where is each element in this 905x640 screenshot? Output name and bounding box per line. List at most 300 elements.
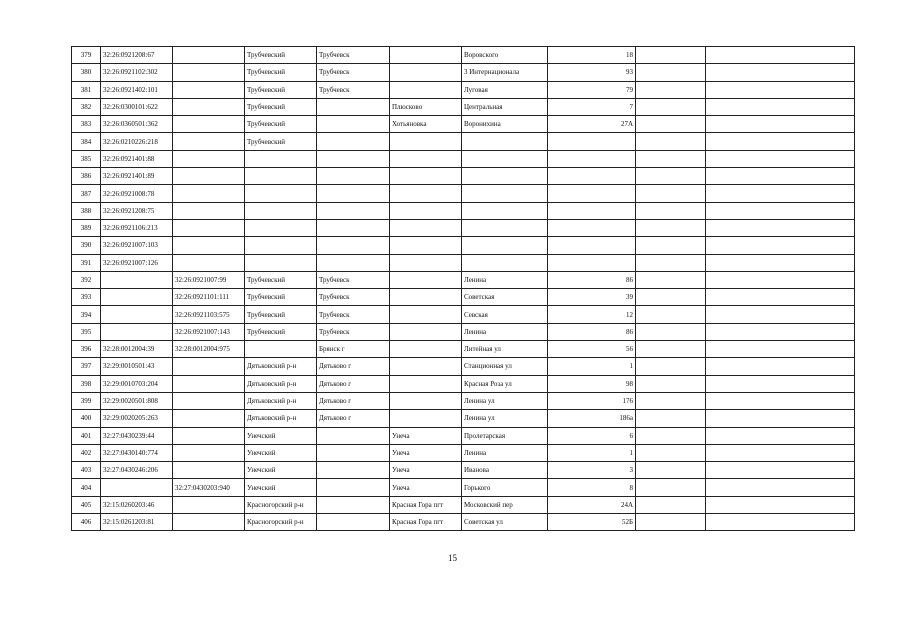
cadastral-number-cell: 32:29:0010703:204: [101, 375, 173, 392]
extra-1-cell: [636, 392, 706, 409]
district-cell: [245, 202, 317, 219]
house-cell: [548, 150, 636, 167]
cadastral-number-2-cell: [173, 237, 245, 254]
extra-2-cell: [706, 375, 855, 392]
street-cell: [462, 185, 548, 202]
row-number-cell: 388: [72, 202, 101, 219]
district-cell: Унечский: [245, 462, 317, 479]
city-cell: [317, 98, 390, 115]
house-cell: 39: [548, 289, 636, 306]
extra-2-cell: [706, 254, 855, 271]
extra-1-cell: [636, 98, 706, 115]
city-cell: [317, 462, 390, 479]
row-number-cell: 381: [72, 81, 101, 98]
street-cell: [462, 237, 548, 254]
street-cell: Советская: [462, 289, 548, 306]
extra-2-cell: [706, 185, 855, 202]
extra-1-cell: [636, 116, 706, 133]
cadastral-number-cell: 32:26:0921402:101: [101, 81, 173, 98]
city-cell: Дятьково г: [317, 375, 390, 392]
row-number-cell: 394: [72, 306, 101, 323]
house-cell: 86: [548, 323, 636, 340]
street-cell: Ленина ул: [462, 410, 548, 427]
street-cell: Иванова: [462, 462, 548, 479]
cadastral-number-2-cell: [173, 427, 245, 444]
extra-2-cell: [706, 358, 855, 375]
district-cell: [245, 185, 317, 202]
extra-2-cell: [706, 202, 855, 219]
district-cell: Дятьковский р-н: [245, 375, 317, 392]
table-row: [72, 306, 855, 323]
district-cell: Унечский: [245, 427, 317, 444]
street-cell: [462, 254, 548, 271]
house-cell: 7: [548, 98, 636, 115]
extra-1-cell: [636, 168, 706, 185]
cadastral-number-cell: 32:15:0260203:46: [101, 496, 173, 513]
cadastral-number-cell: 32:26:0921007:126: [101, 254, 173, 271]
extra-1-cell: [636, 150, 706, 167]
extra-2-cell: [706, 47, 855, 64]
settlement-cell: Красная Гора пгт: [390, 514, 462, 531]
city-cell: Трубчевск: [317, 323, 390, 340]
settlement-cell: [390, 392, 462, 409]
settlement-cell: Унеча: [390, 479, 462, 496]
settlement-cell: Хотьяновка: [390, 116, 462, 133]
row-number-cell: 382: [72, 98, 101, 115]
city-cell: [317, 116, 390, 133]
city-cell: [317, 168, 390, 185]
row-number-cell: 393: [72, 289, 101, 306]
settlement-cell: Унеча: [390, 444, 462, 461]
district-cell: Трубчевский: [245, 81, 317, 98]
city-cell: [317, 202, 390, 219]
row-number-cell: 392: [72, 271, 101, 288]
row-number-cell: 402: [72, 444, 101, 461]
cadastral-number-cell: [101, 289, 173, 306]
street-cell: Воронихина: [462, 116, 548, 133]
city-cell: Трубчевск: [317, 271, 390, 288]
house-cell: 56: [548, 341, 636, 358]
table-row: [72, 271, 855, 288]
cadastral-number-2-cell: [173, 98, 245, 115]
cadastral-number-2-cell: 32:26:0921103:575: [173, 306, 245, 323]
settlement-cell: [390, 237, 462, 254]
cadastral-number-cell: 32:27:0430239:44: [101, 427, 173, 444]
street-cell: Советская ул: [462, 514, 548, 531]
extra-2-cell: [706, 98, 855, 115]
street-cell: Литейная ул: [462, 341, 548, 358]
city-cell: [317, 219, 390, 236]
extra-1-cell: [636, 47, 706, 64]
house-cell: 12: [548, 306, 636, 323]
street-cell: [462, 133, 548, 150]
extra-2-cell: [706, 462, 855, 479]
cadastral-number-cell: 32:26:0921208:67: [101, 47, 173, 64]
city-cell: Трубчевск: [317, 306, 390, 323]
street-cell: Ленина: [462, 271, 548, 288]
extra-2-cell: [706, 479, 855, 496]
district-cell: [245, 341, 317, 358]
row-number-cell: 397: [72, 358, 101, 375]
cadastral-number-cell: 32:28:0012004:39: [101, 341, 173, 358]
house-cell: 186а: [548, 410, 636, 427]
house-cell: 18: [548, 47, 636, 64]
street-cell: 3 Интернационала: [462, 64, 548, 81]
cadastral-number-2-cell: [173, 133, 245, 150]
cadastral-number-cell: 32:26:0921007:103: [101, 237, 173, 254]
extra-1-cell: [636, 375, 706, 392]
district-cell: Красногорский р-н: [245, 496, 317, 513]
cadastral-number-cell: 32:29:0020501:808: [101, 392, 173, 409]
row-number-cell: 403: [72, 462, 101, 479]
table-row: [72, 462, 855, 479]
table-row: [72, 410, 855, 427]
district-cell: Дятьковский р-н: [245, 410, 317, 427]
district-cell: [245, 150, 317, 167]
street-cell: [462, 202, 548, 219]
row-number-cell: 401: [72, 427, 101, 444]
street-cell: [462, 219, 548, 236]
extra-2-cell: [706, 116, 855, 133]
cadastral-number-2-cell: 32:26:0921101:111: [173, 289, 245, 306]
street-cell: [462, 168, 548, 185]
cadastral-number-cell: 32:26:0921008:78: [101, 185, 173, 202]
table-row: [72, 116, 855, 133]
cadastral-number-2-cell: 32:27:0430203:940: [173, 479, 245, 496]
table-row: [72, 444, 855, 461]
page-number: 15: [448, 553, 457, 563]
row-number-cell: 406: [72, 514, 101, 531]
extra-1-cell: [636, 237, 706, 254]
settlement-cell: [390, 410, 462, 427]
city-cell: Брянск г: [317, 341, 390, 358]
table-row: [72, 323, 855, 340]
cadastral-number-2-cell: 32:28:0012004:975: [173, 341, 245, 358]
extra-2-cell: [706, 237, 855, 254]
district-cell: Дятьковский р-н: [245, 358, 317, 375]
row-number-cell: 400: [72, 410, 101, 427]
table-row: [72, 392, 855, 409]
cadastral-number-2-cell: [173, 185, 245, 202]
cadastral-number-cell: 32:26:0921401:89: [101, 168, 173, 185]
cadastral-number-cell: [101, 306, 173, 323]
city-cell: [317, 427, 390, 444]
table-row: [72, 185, 855, 202]
table-row: [72, 150, 855, 167]
street-cell: [462, 150, 548, 167]
settlement-cell: [390, 306, 462, 323]
row-number-cell: 391: [72, 254, 101, 271]
city-cell: [317, 237, 390, 254]
cadastral-number-cell: 32:26:0360501:362: [101, 116, 173, 133]
extra-1-cell: [636, 323, 706, 340]
extra-1-cell: [636, 410, 706, 427]
street-cell: Ленина ул: [462, 392, 548, 409]
street-cell: Ленина: [462, 323, 548, 340]
house-cell: [548, 133, 636, 150]
cadastral-number-cell: 32:29:0020205:263: [101, 410, 173, 427]
extra-1-cell: [636, 289, 706, 306]
city-cell: Дятьково г: [317, 358, 390, 375]
extra-2-cell: [706, 323, 855, 340]
cadastral-number-cell: 32:26:0300101:622: [101, 98, 173, 115]
extra-1-cell: [636, 427, 706, 444]
settlement-cell: [390, 323, 462, 340]
row-number-cell: 389: [72, 219, 101, 236]
street-cell: Центральная: [462, 98, 548, 115]
settlement-cell: Унеча: [390, 462, 462, 479]
house-cell: 8: [548, 479, 636, 496]
extra-1-cell: [636, 81, 706, 98]
settlement-cell: [390, 133, 462, 150]
extra-1-cell: [636, 202, 706, 219]
row-number-cell: 398: [72, 375, 101, 392]
extra-2-cell: [706, 271, 855, 288]
house-cell: 6: [548, 427, 636, 444]
district-cell: [245, 219, 317, 236]
extra-2-cell: [706, 444, 855, 461]
cadastral-number-cell: 32:26:0210226:218: [101, 133, 173, 150]
city-cell: [317, 185, 390, 202]
city-cell: Трубчевск: [317, 289, 390, 306]
house-cell: 1: [548, 358, 636, 375]
cadastral-number-2-cell: [173, 462, 245, 479]
district-cell: Красногорский р-н: [245, 514, 317, 531]
district-cell: Трубчевский: [245, 289, 317, 306]
district-cell: [245, 168, 317, 185]
table-row: [72, 219, 855, 236]
table-row: [72, 358, 855, 375]
district-cell: Трубчевский: [245, 133, 317, 150]
cadastral-number-cell: [101, 323, 173, 340]
city-cell: Дятьково г: [317, 410, 390, 427]
extra-1-cell: [636, 306, 706, 323]
row-number-cell: 380: [72, 64, 101, 81]
row-number-cell: 387: [72, 185, 101, 202]
district-cell: Трубчевский: [245, 98, 317, 115]
house-cell: 3: [548, 462, 636, 479]
row-number-cell: 386: [72, 168, 101, 185]
cadastral-number-cell: 32:15:0261203:81: [101, 514, 173, 531]
district-cell: Трубчевский: [245, 306, 317, 323]
cadastral-number-2-cell: [173, 514, 245, 531]
cadastral-number-2-cell: 32:26:0921007:143: [173, 323, 245, 340]
extra-1-cell: [636, 462, 706, 479]
extra-1-cell: [636, 479, 706, 496]
settlement-cell: [390, 341, 462, 358]
settlement-cell: [390, 219, 462, 236]
city-cell: [317, 254, 390, 271]
house-cell: [548, 219, 636, 236]
table-row: [72, 202, 855, 219]
cadastral-number-2-cell: [173, 47, 245, 64]
district-cell: Унечский: [245, 479, 317, 496]
cadastral-number-2-cell: [173, 392, 245, 409]
house-cell: 1: [548, 444, 636, 461]
settlement-cell: Красная Гора пгт: [390, 496, 462, 513]
extra-2-cell: [706, 168, 855, 185]
registry-table-body: [72, 47, 855, 531]
extra-2-cell: [706, 219, 855, 236]
cadastral-number-cell: 32:26:0921106:213: [101, 219, 173, 236]
city-cell: Трубчевск: [317, 47, 390, 64]
house-cell: 79: [548, 81, 636, 98]
settlement-cell: [390, 185, 462, 202]
settlement-cell: [390, 254, 462, 271]
extra-1-cell: [636, 514, 706, 531]
settlement-cell: [390, 289, 462, 306]
extra-1-cell: [636, 358, 706, 375]
street-cell: Пролетарская: [462, 427, 548, 444]
cadastral-number-cell: 32:26:0921102:302: [101, 64, 173, 81]
cadastral-number-2-cell: [173, 496, 245, 513]
extra-2-cell: [706, 392, 855, 409]
settlement-cell: [390, 168, 462, 185]
street-cell: Севская: [462, 306, 548, 323]
table-row: [72, 133, 855, 150]
district-cell: [245, 254, 317, 271]
settlement-cell: Плюсково: [390, 98, 462, 115]
table-row: [72, 341, 855, 358]
extra-1-cell: [636, 444, 706, 461]
row-number-cell: 385: [72, 150, 101, 167]
settlement-cell: [390, 202, 462, 219]
cadastral-number-cell: 32:27:0430246:206: [101, 462, 173, 479]
city-cell: [317, 514, 390, 531]
row-number-cell: 384: [72, 133, 101, 150]
extra-2-cell: [706, 150, 855, 167]
table-row: [72, 98, 855, 115]
extra-1-cell: [636, 254, 706, 271]
table-row: [72, 81, 855, 98]
settlement-cell: [390, 375, 462, 392]
house-cell: [548, 237, 636, 254]
house-cell: [548, 185, 636, 202]
district-cell: Трубчевский: [245, 116, 317, 133]
cadastral-number-cell: 32:29:0010501:43: [101, 358, 173, 375]
city-cell: [317, 133, 390, 150]
city-cell: Трубчевск: [317, 64, 390, 81]
house-cell: 176: [548, 392, 636, 409]
house-cell: 93: [548, 64, 636, 81]
extra-2-cell: [706, 64, 855, 81]
city-cell: Трубчевск: [317, 81, 390, 98]
extra-2-cell: [706, 289, 855, 306]
cadastral-number-2-cell: [173, 81, 245, 98]
district-cell: Унечский: [245, 444, 317, 461]
cadastral-number-2-cell: [173, 116, 245, 133]
cadastral-number-cell: 32:26:0921208:75: [101, 202, 173, 219]
cadastral-number-2-cell: [173, 410, 245, 427]
extra-1-cell: [636, 496, 706, 513]
row-number-cell: 396: [72, 341, 101, 358]
street-cell: Московский пер: [462, 496, 548, 513]
settlement-cell: [390, 271, 462, 288]
extra-2-cell: [706, 341, 855, 358]
house-cell: 27А: [548, 116, 636, 133]
cadastral-number-2-cell: [173, 168, 245, 185]
cadastral-number-2-cell: [173, 358, 245, 375]
house-cell: 86: [548, 271, 636, 288]
city-cell: [317, 479, 390, 496]
row-number-cell: 383: [72, 116, 101, 133]
table-row: [72, 237, 855, 254]
street-cell: Горького: [462, 479, 548, 496]
table-row: [72, 254, 855, 271]
table-row: [72, 427, 855, 444]
registry-table: [71, 46, 855, 531]
house-cell: 98: [548, 375, 636, 392]
street-cell: Станционная ул: [462, 358, 548, 375]
city-cell: [317, 444, 390, 461]
cadastral-number-2-cell: [173, 375, 245, 392]
table-row: [72, 47, 855, 64]
district-cell: [245, 237, 317, 254]
settlement-cell: [390, 47, 462, 64]
city-cell: [317, 150, 390, 167]
house-cell: [548, 254, 636, 271]
extra-1-cell: [636, 185, 706, 202]
extra-1-cell: [636, 271, 706, 288]
cadastral-number-2-cell: 32:26:0921007:99: [173, 271, 245, 288]
extra-2-cell: [706, 306, 855, 323]
extra-2-cell: [706, 496, 855, 513]
row-number-cell: 390: [72, 237, 101, 254]
extra-1-cell: [636, 341, 706, 358]
extra-1-cell: [636, 64, 706, 81]
table-row: [72, 64, 855, 81]
table-row: [72, 496, 855, 513]
settlement-cell: Унеча: [390, 427, 462, 444]
cadastral-number-2-cell: [173, 444, 245, 461]
row-number-cell: 395: [72, 323, 101, 340]
cadastral-number-2-cell: [173, 202, 245, 219]
cadastral-number-2-cell: [173, 219, 245, 236]
cadastral-number-cell: [101, 479, 173, 496]
table-row: [72, 514, 855, 531]
cadastral-number-2-cell: [173, 150, 245, 167]
street-cell: Воровского: [462, 47, 548, 64]
settlement-cell: [390, 150, 462, 167]
row-number-cell: 405: [72, 496, 101, 513]
table-row: [72, 168, 855, 185]
cadastral-number-cell: 32:26:0921401:88: [101, 150, 173, 167]
extra-2-cell: [706, 81, 855, 98]
house-cell: 24А: [548, 496, 636, 513]
settlement-cell: [390, 358, 462, 375]
cadastral-number-2-cell: [173, 254, 245, 271]
extra-2-cell: [706, 427, 855, 444]
house-cell: [548, 168, 636, 185]
district-cell: Трубчевский: [245, 64, 317, 81]
table-row: [72, 289, 855, 306]
district-cell: Трубчевский: [245, 271, 317, 288]
row-number-cell: 379: [72, 47, 101, 64]
street-cell: Красная Роза ул: [462, 375, 548, 392]
street-cell: Ленина: [462, 444, 548, 461]
table-row: [72, 375, 855, 392]
extra-2-cell: [706, 410, 855, 427]
extra-2-cell: [706, 514, 855, 531]
extra-1-cell: [636, 133, 706, 150]
house-cell: 52Б: [548, 514, 636, 531]
row-number-cell: 404: [72, 479, 101, 496]
settlement-cell: [390, 64, 462, 81]
street-cell: Луговая: [462, 81, 548, 98]
settlement-cell: [390, 81, 462, 98]
cadastral-number-cell: 32:27:0430140:774: [101, 444, 173, 461]
house-cell: [548, 202, 636, 219]
